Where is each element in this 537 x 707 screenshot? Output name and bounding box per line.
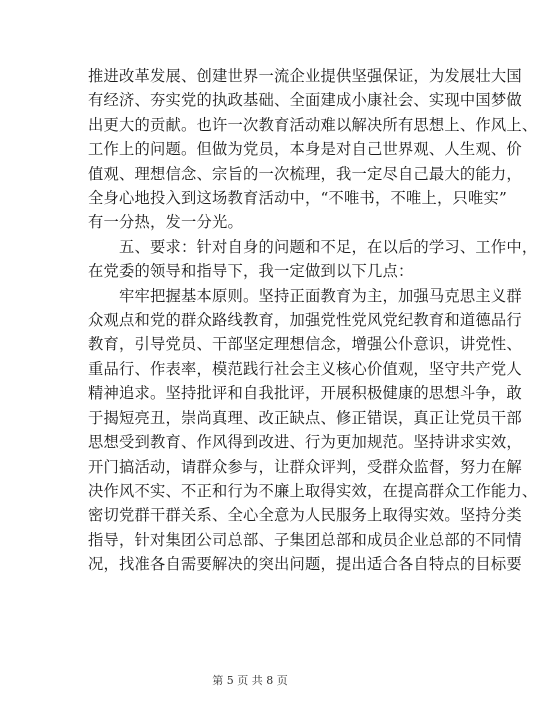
text-line: 值观、理想信念、宗旨的一次梳理，我一定尽自己最大的能力， [88, 164, 522, 183]
text-line: 于揭短亮丑，崇尚真理、改正缺点、修正错误，真正让党员干部 [88, 408, 522, 427]
text-line: 牢牢把握基本原则。坚持正面教育为主，加强马克思主义群 [88, 286, 522, 305]
text-line: 教育，引导党员、干部坚定理想信念，增强公仆意识，讲党性、 [88, 335, 522, 354]
text-line: 思想受到教育、作风得到改进、行为更加规范。坚持讲求实效， [88, 433, 522, 452]
text-line: 精神追求。坚持批评和自我批评，开展积极健康的思想斗争，敢 [88, 384, 522, 403]
text-line: 指导，针对集团公司总部、子集团总部和成员企业总部的不同情 [88, 530, 522, 549]
page-footer: 第 5 页 共 8 页 [212, 674, 288, 687]
text-line: 众观点和党的群众路线教育，加强党性党风党纪教育和道德品行 [88, 311, 522, 330]
text-line: 全身心地投入到这场教育活动中，“不唯书，不唯上，只唯实” [88, 189, 507, 208]
text-line: 有经济、夯实党的执政基础、全面建成小康社会、实现中国梦做 [88, 91, 522, 110]
text-line: 决作风不实、不正和行为不廉上取得实效，在提高群众工作能力、 [88, 481, 537, 500]
text-line: 密切党群干群关系、全心全意为人民服务上取得实效。坚持分类 [88, 506, 522, 525]
text-line: 有一分热，发一分光。 [88, 213, 243, 232]
text-line: 工作上的问题。但做为党员，本身是对自己世界观、人生观、价 [88, 140, 522, 159]
text-line: 推进改革发展、创建世界一流企业提供坚强保证，为发展壮大国 [88, 67, 522, 85]
text-line: 五、要求：针对自身的问题和不足，在以后的学习、工作中， [88, 237, 537, 256]
text-line: 开门搞活动，请群众参与，让群众评判，受群众监督，努力在解 [88, 457, 522, 476]
text-line: 况，找准各自需要解决的突出问题，提出适合各自特点的目标要 [88, 555, 522, 574]
text-line: 在党委的领导和指导下，我一定做到以下几点： [88, 262, 414, 281]
text-line: 重品行、作表率，模范践行社会主义核心价值观，坚守共产党人 [88, 359, 522, 378]
text-line: 出更大的贡献。也许一次教育活动难以解决所有思想上、作风上、 [88, 115, 537, 134]
document-body [88, 64, 537, 577]
